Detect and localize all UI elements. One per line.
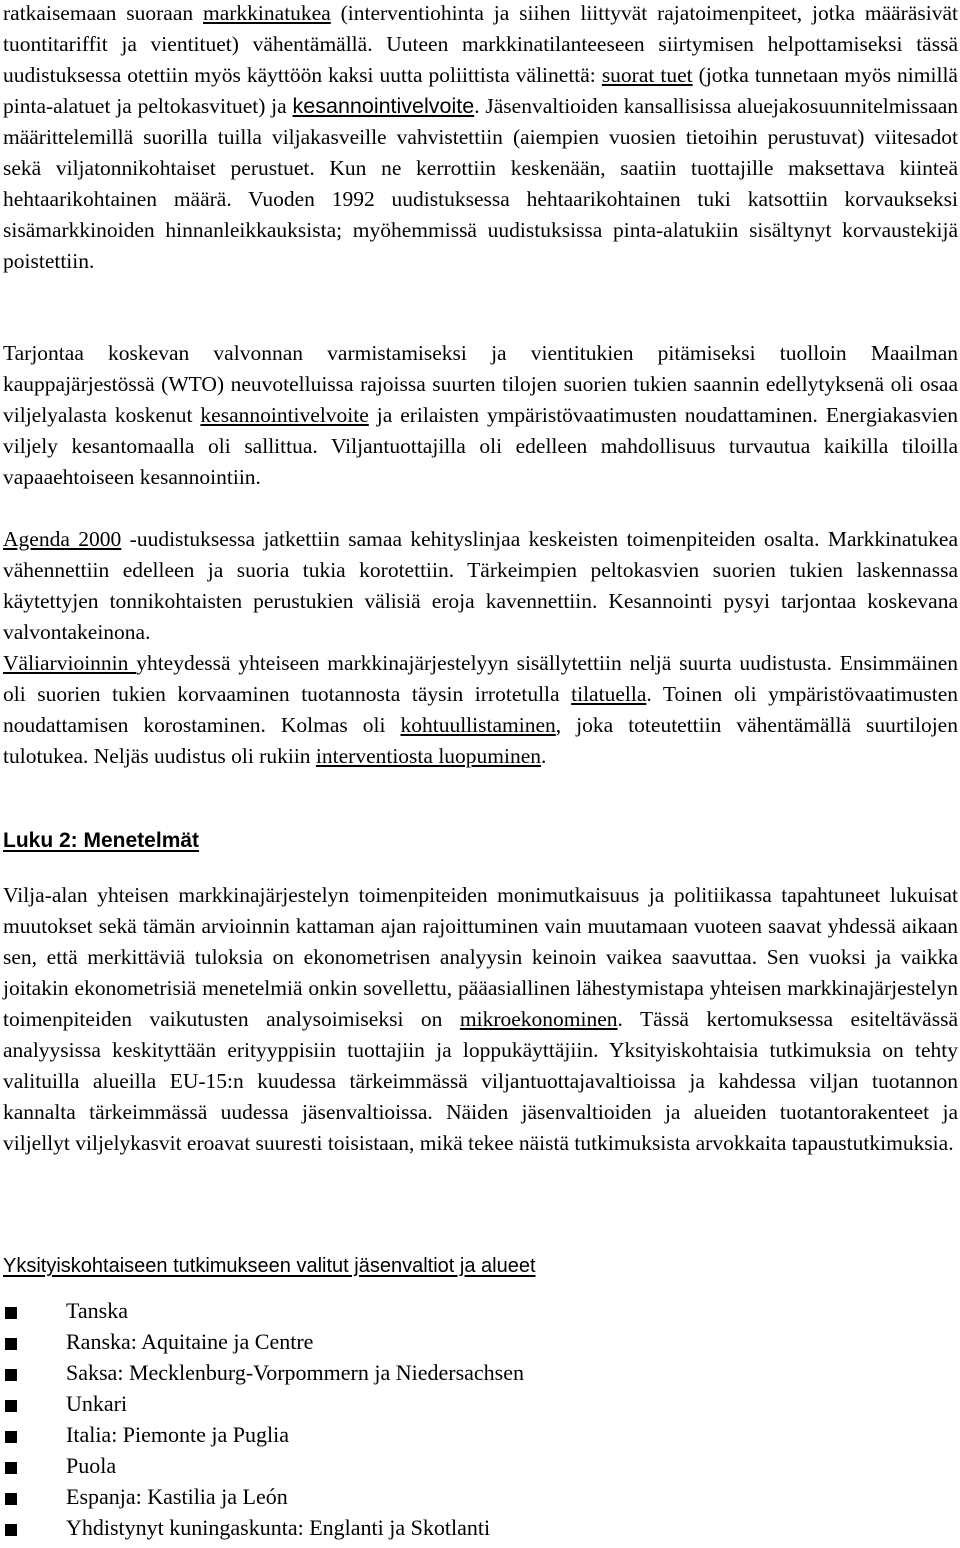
paragraph-supply-control xyxy=(3,338,958,493)
paragraph-methods xyxy=(3,880,958,1159)
square-bullet-icon xyxy=(5,1307,17,1319)
square-bullet-icon xyxy=(5,1524,17,1536)
link-tilatuella[interactable]: tilatuella xyxy=(571,682,647,706)
link-interventiosta-luopuminen[interactable]: interventiosta luopuminen xyxy=(315,744,542,768)
list-item xyxy=(3,1388,524,1419)
square-bullet-icon xyxy=(5,1462,17,1474)
text: Uuteen markkinatilanteeseen siirtymisen helpottamiseksi tässä uudistuksessa otettiin myös käyttöön kaksi uutta poliittista välinettä: xyxy=(3,32,958,87)
list-item-text: Tanska xyxy=(66,1298,128,1323)
text: ratkaisemaan suoraan xyxy=(3,1,203,25)
text: Vilja-alan yhteisen markkinajärjestelyn toimenpiteiden monimutkaisuus ja politiikassa tapahtuneet lukuisat muutokset sekä tämän arvioinnin kattaman ajan rajoittuminen vain muutamaan vuoteen saavat yhdessä aikaan sen, että merkittäviä tuloksia on ekonometrisen analyysin keinoin vaikea saavuttaa. Sen vuoksi ja vaikka joitakin ekonometrisiä menetelmiä onkin sovellettu, pääasiallinen lähestymistapa yhteisen markkinajärjestelyn toimenpiteiden vaikutusten analysoimiseksi on xyxy=(3,883,958,1031)
text: . Toinen oli ympäristövaatimusten noudattamisen korostaminen. Kolmas oli xyxy=(3,682,958,737)
list-item xyxy=(3,1326,524,1357)
link-mikroekonominen[interactable]: mikroekonominen xyxy=(459,1007,618,1031)
text: (interventiohinta ja siihen liittyvät rajatoimenpiteet, jotka määräsivät tuontitariffit ja vientituet) vähentämällä. xyxy=(3,1,958,56)
country-list xyxy=(3,1295,524,1543)
square-bullet-icon xyxy=(5,1338,17,1350)
text: , joka toteutettiin vähentämällä suurtilojen tulotukea. Neljäs uudistus oli rukiin xyxy=(3,713,958,768)
list-item-text: Unkari xyxy=(66,1391,128,1416)
text: . Jäsenvaltioiden kansallisissa aluejakosuunnitelmissaan määrittelemillä suorilla tuilla viljakasveille vahvistettiin (aiempien vuosien tietoihin perustuvat) viitesadot sekä viljatonnikohtaiset perustuet. Kun ne kerrottiin keskenään, saatiin tuottajille maksettava kiinteä hehtaarikohtainen määrä. Vuoden 1992 uudistuksessa hehtaarikohtainen tuki katsottiin korvaukseksi sisämarkkinoiden hinnanleikkauksista; myöhemmissä uudistuksissa pinta-alatukiin sisältynyt korvaustekijä poistettiin. xyxy=(3,94,958,273)
list-subheading: Yksityiskohtaiseen tutkimukseen valitut jäsenvaltiot ja alueet xyxy=(3,1255,536,1277)
list-item xyxy=(3,1419,524,1450)
text: . xyxy=(541,744,547,768)
square-bullet-icon xyxy=(5,1369,17,1381)
link-valiarvioinnin[interactable]: Väliarvioinnin xyxy=(3,651,137,675)
paragraph-mid-term-review xyxy=(3,648,958,772)
link-suorat-tuet[interactable]: suorat tuet xyxy=(601,63,693,87)
list-item-text: Espanja: Kastilia ja León xyxy=(66,1484,288,1509)
list-item-text: Ranska: Aquitaine ja Centre xyxy=(66,1329,314,1354)
text: (jotka tunnetaan myös nimillä pinta-alatuet ja peltokasvituet) ja xyxy=(3,63,958,118)
list-item-text: Puola xyxy=(66,1453,117,1478)
text: yhteydessä yhteiseen markkinajärjestelyyn sisällytettiin neljä suurta uudistusta. Ensimmäinen oli suorien tukien korvaaminen tuotannosta täysin irrotetulla xyxy=(3,651,959,706)
link-markkinatukea[interactable]: markkinatukea xyxy=(203,1,331,25)
paragraph-agenda-2000 xyxy=(3,524,958,648)
list-item-text: Saksa: Mecklenburg-Vorpommern ja Niedersachsen xyxy=(66,1360,525,1385)
list-item-text: Yhdistynyt kuningaskunta: Englanti ja Skotlanti xyxy=(66,1515,491,1540)
paragraph-cap-reform xyxy=(3,0,958,277)
list-item-text: Italia: Piemonte ja Puglia xyxy=(66,1422,290,1447)
list-item xyxy=(3,1512,524,1543)
list-item xyxy=(3,1357,524,1388)
list-item xyxy=(3,1481,524,1512)
text: . Tässä kertomuksessa esiteltävässä analyysissa keskityttään erityyppisiin tuottajiin ja loppukäyttäjiin. Yksityiskohtaisia tutkimuksia on tehty valituilla alueilla EU-15:n kuudessa tärkeimmässä viljantuottajavaltioissa ja kahdessa viljan tuotannon kannalta tärkeimmässä uudessa jäsenvaltioissa. Näiden jäsenvaltioiden ja alueiden tuotantorakenteet ja viljellyt viljelykasvit eroavat suuresti toisistaan, mikä tekee näistä tutkimuksista arvokkaita tapaustutkimuksia. xyxy=(3,1007,959,1155)
text: Tarjontaa koskevan valvonnan varmistamiseksi ja vientitukien pitämiseksi tuolloin Maailman kauppajärjestössä (WTO) neuvotelluissa rajoissa suurten tilojen suorien tukien saannin edellytyksenä oli osaa viljelyalasta koskenut xyxy=(3,341,958,427)
square-bullet-icon xyxy=(5,1431,17,1443)
link-kohtuullistaminen[interactable]: kohtuullistaminen xyxy=(400,713,556,737)
link-kesannointivelvoite-2[interactable]: kesannointivelvoite xyxy=(200,403,369,427)
text: ja erilaisten ympäristövaatimusten noudattaminen. Energiakasvien viljely kesantomaalla oli sallittua. Viljantuottajilla oli edelleen mahdollisuus turvautua kaikilla tiloilla vapaaehtoiseen kesannointiin. xyxy=(3,403,958,489)
link-agenda-2000[interactable]: Agenda 2000 xyxy=(3,527,122,551)
list-item xyxy=(3,1450,524,1481)
square-bullet-icon xyxy=(5,1493,17,1505)
square-bullet-icon xyxy=(5,1400,17,1412)
text: -uudistuksessa jatkettiin samaa kehityslinjaa keskeisten toimenpiteiden osalta. Markkinatukea vähennettiin edelleen ja suoria tukia korotettiin. Tärkeimpien peltokasvien suorien tukien laskennassa käytettyjen tonnikohtaisten perustukien välisiä eroja kavennettiin. Kesannointi pysyi tarjontaa koskevana valvontakeinona. xyxy=(3,527,958,644)
list-item xyxy=(3,1295,524,1326)
link-kesannointivelvoite[interactable]: kesannointivelvoite xyxy=(292,94,475,118)
section-heading: Luku 2: Menetelmät xyxy=(3,829,200,852)
